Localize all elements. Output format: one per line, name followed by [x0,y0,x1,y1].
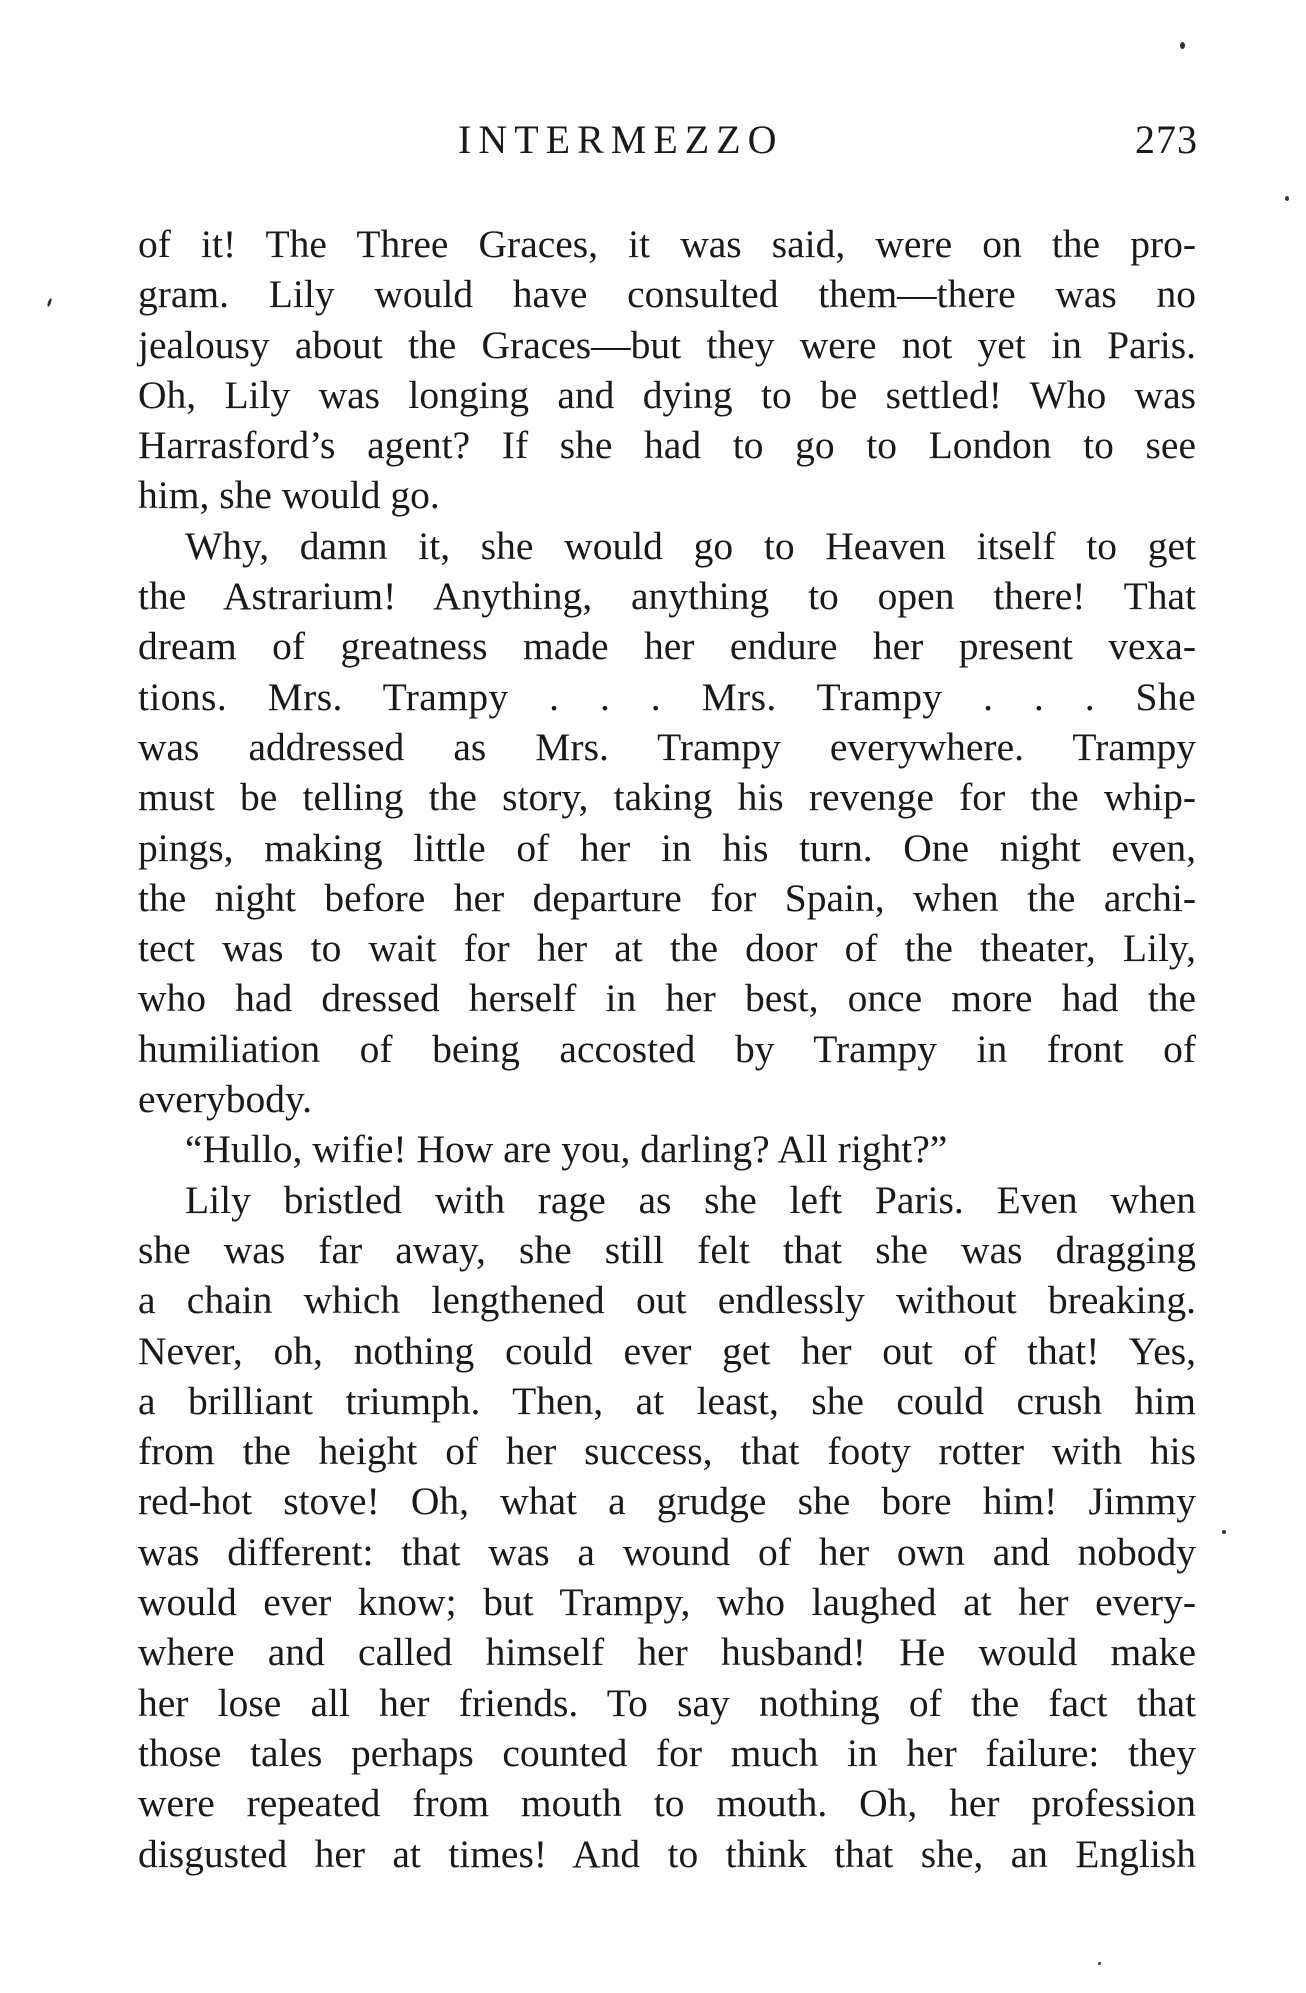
body-text [138,219,1196,1879]
text-line: a chain which lengthened out endlessly without breaking. [138,1278,1196,1323]
scan-speck [47,298,53,307]
text-line: the night before her departure for Spain, when the archi- [138,875,1196,920]
page-header [138,110,1198,170]
text-line: humiliation of being accosted by Trampy in front of [138,1026,1196,1071]
scan-speck [1098,1962,1101,1965]
text-line: Never, oh, nothing could ever get her out of that! Yes, [138,1328,1196,1373]
text-line: everybody. [138,1077,313,1122]
scan-speck [1285,196,1289,201]
text-line: Lily bristled with rage as she left Paris. Even when [185,1177,1196,1222]
text-line: Harrasford’s agent? If she had to go to London to see [138,423,1196,468]
text-line: where and called himself her husband! He would make [138,1630,1196,1675]
text-line: a brilliant triumph. Then, at least, she could crush him [138,1378,1196,1423]
text-line: disgusted her at times! And to think that she, an English [138,1831,1196,1876]
page-number: 273 [1135,117,1198,162]
text-line: gram. Lily would have consulted them—there was no [138,272,1196,317]
text-line: those tales perhaps counted for much in her failure: they [138,1730,1196,1775]
text-line: were repeated from mouth to mouth. Oh, her profession [138,1781,1196,1826]
scan-speck [1222,1530,1226,1534]
text-line: she was far away, she still felt that she was dragging [138,1227,1196,1272]
text-line: jealousy about the Graces—but they were not yet in Paris. [138,322,1196,367]
text-line: would ever know; but Trampy, who laughed at her every- [138,1580,1196,1625]
text-line: tect was to wait for her at the door of the theater, Lily, [138,926,1196,971]
text-line: him, she would go. [138,473,440,518]
text-line: was addressed as Mrs. Trampy everywhere. Trampy [138,724,1196,769]
text-line: the Astrarium! Anything, anything to open there! That [138,574,1196,619]
text-line: Oh, Lily was longing and dying to be settled! Who was [138,372,1196,417]
text-line: from the height of her success, that footy rotter with his [138,1429,1196,1474]
text-line: red-hot stove! Oh, what a grudge she bore him! Jimmy [138,1479,1196,1524]
running-head: INTERMEZZO [458,117,784,162]
text-line: pings, making little of her in his turn. One night even, [138,825,1196,870]
text-line: was different: that was a wound of her own and nobody [138,1529,1196,1574]
text-line: Why, damn it, she would go to Heaven itself to get [185,523,1196,568]
text-line: “Hullo, wifie! How are you, darling? All right?” [185,1127,948,1172]
text-line: who had dressed herself in her best, once more had the [138,976,1196,1021]
text-line: must be telling the story, taking his revenge for the whip- [138,775,1196,820]
text-line: tions. Mrs. Trampy . . . Mrs. Trampy . . . She [138,674,1196,719]
text-line: her lose all her friends. To say nothing of the fact that [138,1680,1196,1725]
scan-speck [1180,42,1185,49]
text-line: of it! The Three Graces, it was said, were on the pro- [138,222,1196,266]
text-line: dream of greatness made her endure her present vexa- [138,624,1196,669]
